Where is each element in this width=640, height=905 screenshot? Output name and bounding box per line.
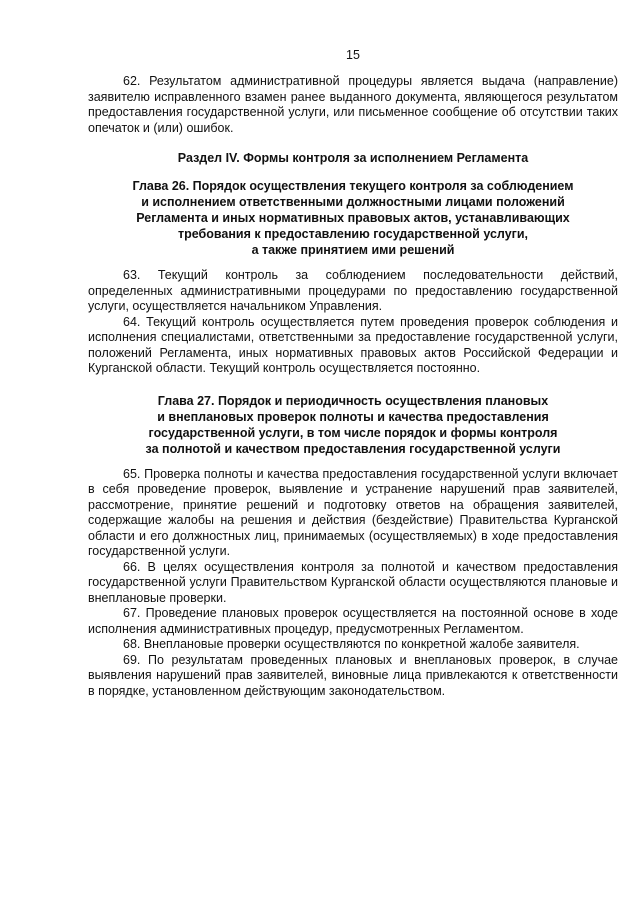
paragraph-63: 63. Текущий контроль за соблюдением последовательности действий, определенных административными процедурами по предоставлению государственной услуги, осуществляется начальником Управления.: [88, 268, 618, 313]
section-title: Раздел IV. Формы контроля за исполнением Регламента: [177, 151, 529, 165]
chapter-26-title-line: Глава 26. Порядок осуществления текущего контроля за соблюдением: [132, 179, 574, 193]
page-number: 15: [346, 48, 360, 62]
chapter-27-title-line: Глава 27. Порядок и периодичность осуществления плановых: [157, 393, 549, 408]
chapter-26-title-line: Регламента и иных нормативных правовых актов, устанавливающих: [136, 211, 570, 225]
paragraph-66: 66. В целях осуществления контроля за полнотой и качеством предоставления государственной услуги Правительством Курганской области осуществляются плановые и внеплановые проверки.: [88, 559, 618, 605]
chapter-27-title-line: и внеплановых проверок полноты и качества предоставления: [157, 409, 549, 424]
chapter-26-title-line: и исполнением ответственными должностными лицами положений: [141, 195, 565, 209]
paragraph-62: 62. Результатом административной процедуры является выдача (направление) заявителю исправленного взамен ранее выданного документа, являющегося результатом предоставления государственной услуги, или письменное сообщение об отсутствии таких опечаток и (или) ошибок.: [88, 74, 618, 135]
chapter-26-title-line: а также принятием ими решений: [251, 243, 455, 257]
paragraph-64: 64. Текущий контроль осуществляется путем проведения проверок соблюдения и исполнения специалистами, ответственными за предоставление государственной услуги, положений Регламента, иных нормативных правовых актов Российской Федерации и Курганской области. Текущий контроль осуществляется постоянно.: [88, 314, 618, 375]
paragraph-67: 67. Проведение плановых проверок осуществляется на постоянной основе в ходе исполнения административных процедур, предусмотренных Регламентом.: [88, 606, 618, 636]
paragraph-68: 68. Внеплановые проверки осуществляются по конкретной жалобе заявителя.: [123, 637, 580, 651]
paragraph-69: 69. По результатам проведенных плановых и внеплановых проверок, в случае выявления нарушений прав заявителей, виновные лица привлекаются к ответственности в порядке, установленном действующим законодательством.: [88, 652, 618, 698]
paragraph-65: 65. Проверка полноты и качества предоставления государственной услуги включает в себя проведение проверок, выявление и устранение нарушений прав заявителей, рассмотрение, принятие решений и подготовку ответов на обращения заявителей, содержащие жалобы на решения и действия (бездействие) Правительства Курганской области и его должностных лиц, принимаемых (осуществляемых) в ходе предоставления государственной услуги.: [88, 466, 618, 558]
chapter-26-title-line: требования к предоставлению государственной услуги,: [177, 227, 529, 241]
chapter-27-title: [88, 393, 618, 457]
chapter-26-title: [88, 178, 618, 258]
chapter-27-title-line: государственной услуги, в том числе порядок и формы контроля: [148, 425, 558, 440]
chapter-27-title-line: за полнотой и качеством предоставления государственной услуги: [145, 441, 561, 456]
